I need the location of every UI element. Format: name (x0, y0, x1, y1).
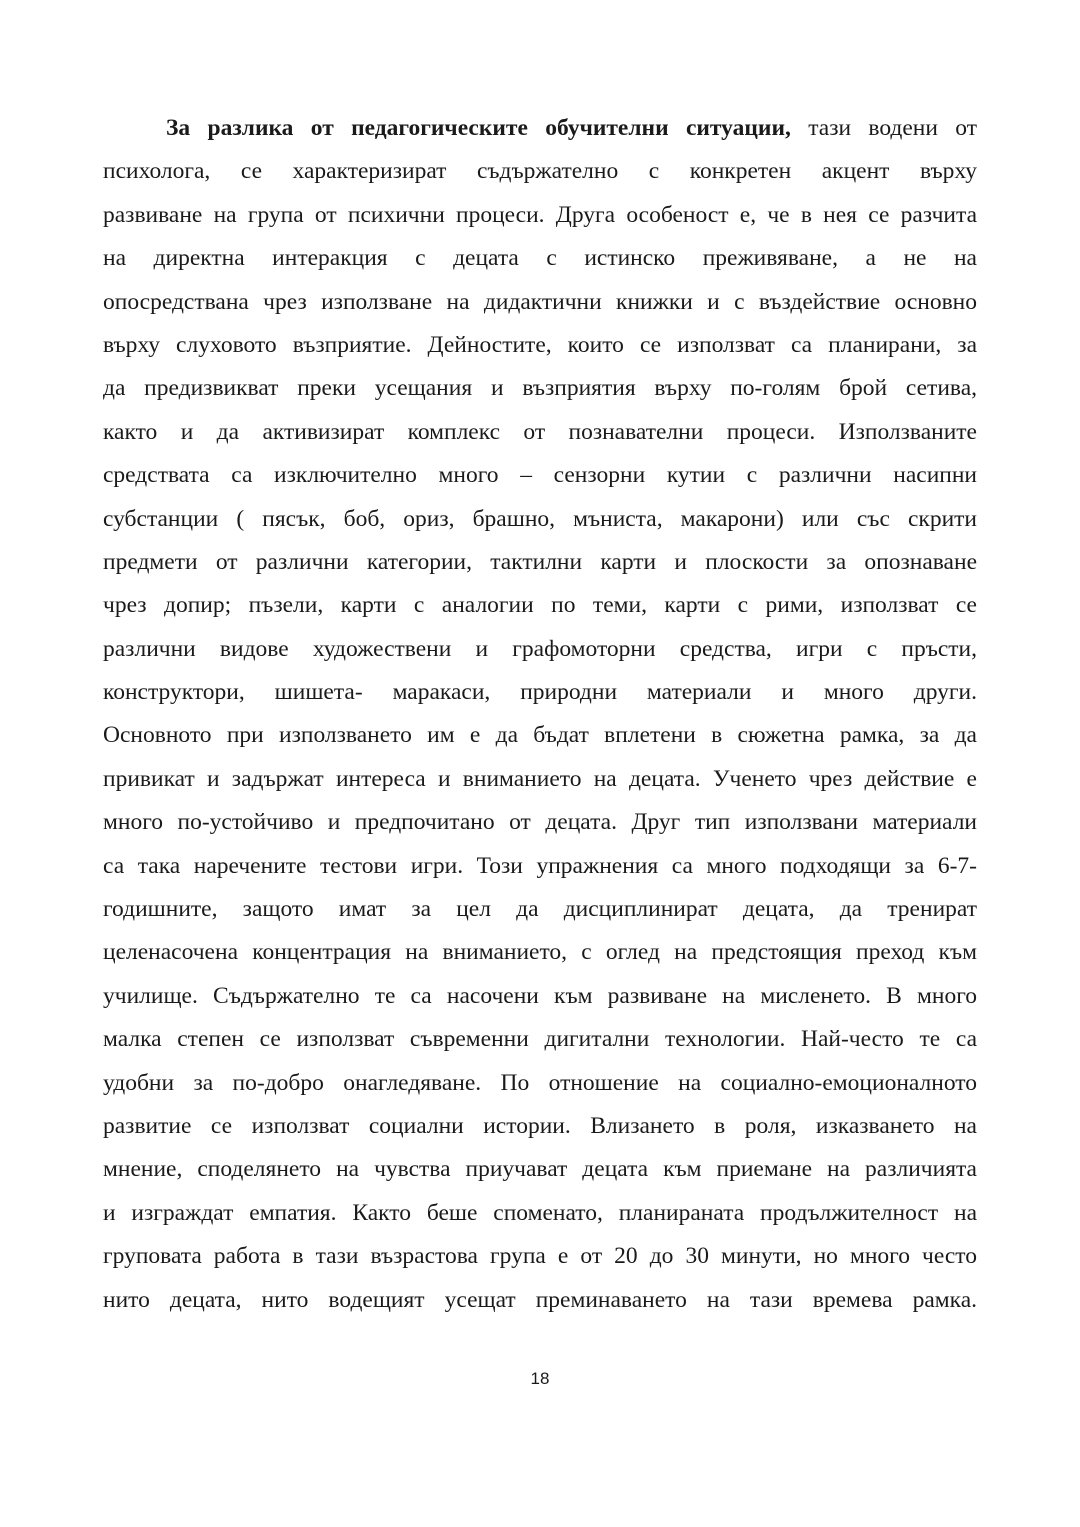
paragraph-line (103, 107, 977, 150)
paragraph-line: много по-устойчиво и предпочитано от децата. Друг тип използвани материали (103, 809, 977, 836)
paragraph-line: чрез допир; пъзели, карти с аналогии по теми, карти с рими, използват се (103, 592, 977, 619)
paragraph-line: психолога, се характеризират съдържателно с конкретен акцент върху (103, 158, 977, 185)
body-paragraph (103, 107, 977, 1322)
paragraph-line: са така наречените тестови игри. Този упражнения са много подходящи за 6-7- (103, 852, 977, 879)
paragraph-line: нито децата, нито водещият усещат преминаването на тази времева рамка. (103, 1286, 977, 1313)
paragraph-line: върху слуховото възприятие. Дейностите, които се използват са планирани, за (103, 331, 977, 358)
paragraph-line: малка степен се използват съвременни дигитални технологии. Най-често те са (103, 1026, 977, 1053)
paragraph-line: и изграждат емпатия. Както беше споменато, планираната продължителност на (103, 1199, 977, 1226)
paragraph-line: Основното при използването им е да бъдат вплетени в сюжетна рамка, за да (103, 722, 977, 749)
bold-lead-phrase: За разлика от педагогическите обучителни ситуации, (166, 115, 791, 141)
paragraph-line: предмети от различни категории, тактилни карти и плоскости за опознаване (103, 548, 977, 575)
paragraph-line: удобни за по-добро онагледяване. По отношение на социално-емоционалното (103, 1069, 977, 1096)
paragraph-line: на директна интеракция с децата с истинско преживяване, а не на (103, 245, 977, 272)
paragraph-line: груповата работа в тази възрастова група е от 20 до 30 минути, но много често (103, 1243, 977, 1270)
line-text: тази водени от (790, 115, 977, 141)
paragraph-line: субстанции ( пясък, боб, ориз, брашно, мъниста, макарони) или със скрити (103, 505, 977, 532)
paragraph-line: мнение, споделянето на чувства приучават децата към приемане на различията (103, 1156, 977, 1183)
paragraph-line: привикат и задържат интереса и вниманието на децата. Ученето чрез действие е (103, 765, 977, 792)
page-number: 18 (530, 1369, 550, 1388)
paragraph-line: конструктори, шишета- маракаси, природни материали и много други. (103, 679, 977, 706)
paragraph-line: опосредствана чрез използване на дидактични книжки и с въздействие основно (103, 288, 977, 315)
paragraph-line: училище. Съдържателно те са насочени към развиване на мисленето. В много (103, 982, 977, 1009)
paragraph-line: целенасочена концентрация на вниманието, с оглед на предстоящия преход към (103, 939, 977, 966)
paragraph-line: развитие се използват социални истории. Влизането в роля, изказването на (103, 1112, 977, 1139)
paragraph-line: годишните, защото имат за цел да дисциплинират децата, да тренират (103, 896, 977, 923)
paragraph-line: средствата са изключително много – сензорни кутии с различни насипни (103, 462, 977, 489)
paragraph-line: развиване на група от психични процеси. Друга особеност е, че в нея се разчита (103, 201, 977, 228)
paragraph-line: както и да активизират комплекс от познавателни процеси. Използваните (103, 418, 977, 445)
paragraph-line: да предизвикват преки усещания и възприятия върху по-голям брой сетива, (103, 375, 977, 402)
paragraph-line: различни видове художествени и графомоторни средства, игри с пръсти, (103, 635, 977, 662)
